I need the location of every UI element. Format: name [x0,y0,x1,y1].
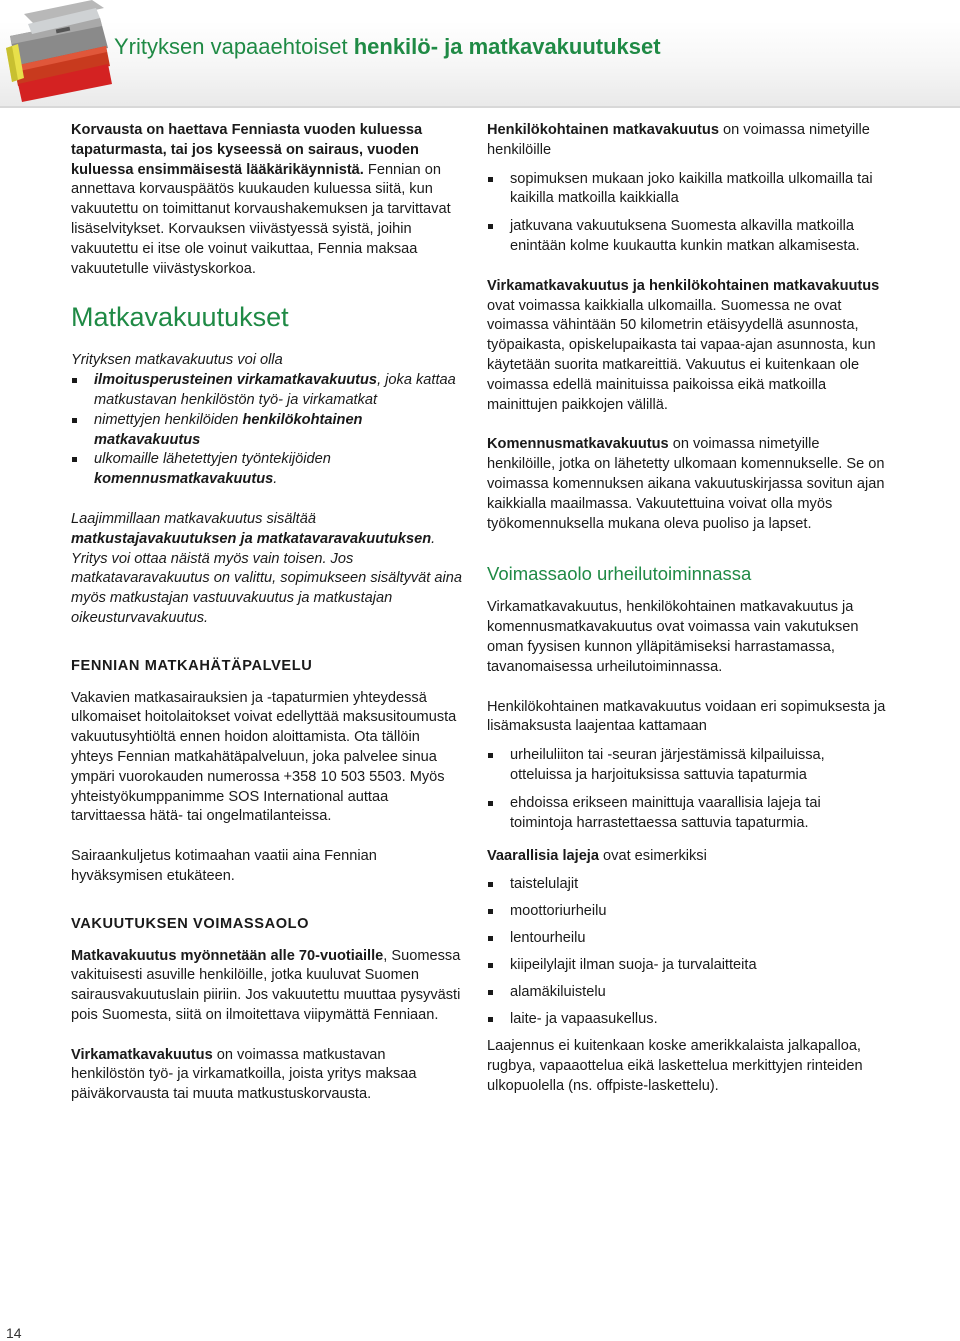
list-item: jatkuvana vakuutuksena Suomesta alkavilla matkoilla enintään kolme kuukautta kunkin matkan alkamisesta. [487,217,887,257]
list-item: sopimuksen mukaan joko kaikilla matkoilla ulkomailla tai kaikilla matkoilla kaikkialla [487,170,887,210]
coverage-paragraph [71,510,463,629]
list-item [71,450,463,490]
personal-rest: on voimassa nimetyille henkilöille [487,122,870,158]
coverage-bold: matkustajavakuutuksen ja matkatavaravakuutuksen [71,530,432,547]
business-trip-bold: Virkamatkavakuutus [71,1046,213,1063]
claim-bold: Korvausta on haettava Fenniasta vuoden kuluessa tapaturmasta, tai jos kyseessä on sairaus, vuoden kuluessa ensimmäisestä lääkärikäynnistä. [71,122,423,178]
left-column [71,121,463,1105]
list-item-pre: ulkomaille lähetettyjen työntekijöiden [94,451,331,468]
sports-paragraph-2: Henkilökohtainen matkavakuutus voidaan eri sopimuksesta ja lisämaksusta laajentaa kattamaan [487,698,886,735]
types-lead: Yrityksen matkavakuutus voi olla [71,352,283,369]
list-item: kiipeilylajit ilman suoja- ja turvalaitteita [487,956,887,976]
list-item: taistelulajit [487,875,887,895]
transport-paragraph: Sairaankuljetus kotimaahan vaatii aina Fennian hyväksymisen etukäteen. [71,848,377,884]
right-column [487,121,887,1096]
sports-list [487,746,887,833]
sports-paragraph-1: Virkamatkavakuutus, henkilökohtainen matkavakuutus ja komennusmatkavakuutus ovat voimassa vain vakutuksen oman fyysisen kunnon ylläpitämiseksi harrastamassa, tavanomaisessa urheilutoiminnassa. [487,599,859,675]
list-item-bold: henkilökohtainen matkavakuutus [94,411,363,448]
business-trip-paragraph [71,1046,463,1105]
header-divider [0,106,960,108]
list-item: laite- ja vapaasukellus. [487,1010,887,1030]
header-title-regular: Yrityksen vapaaehtoiset [114,34,354,59]
list-item: moottoriurheilu [487,902,887,922]
page-header-title [114,34,661,60]
personal-bold: Henkilökohtainen matkavakuutus [487,122,719,138]
coverage-rest: . Yritys voi ottaa näistä myös vain toisen. Jos matkatavaravakuutus on valittu, sopimukseen sisältyvät aina myös matkustajan vastuuvakuutus ja matkustajan oikeusturvavakuutus. [71,530,462,626]
travel-insurance-heading: Matkavakuutukset [71,302,289,333]
stacked-suitcases-icon [4,0,114,104]
combo-bold: Virkamatkavakuutus ja henkilökohtainen matkavakuutus [487,277,880,294]
age-paragraph [71,947,463,1026]
dangerous-bold: Vaarallisia lajeja [487,848,599,865]
list-item: ehdoissa erikseen mainittuja vaarallisia lajeja tai toimintoja harrastettaessa sattuvia tapaturmia. [487,794,887,834]
list-item [71,411,463,451]
validity-heading: VAKUUTUKSEN VOIMASSAOLO [71,915,310,932]
header-title-bold: henkilö- ja matkavakuutukset [353,34,661,59]
list-item: alamäkiluistelu [487,983,887,1003]
combo-paragraph [487,277,887,416]
list-item: urheiluliiton tai -seuran järjestämissä kilpailuissa, otteluissa ja harjoituksissa sattuvia tapaturmia [487,746,887,786]
dangerous-sports-list [487,875,887,1030]
list-item: lentourheilu [487,929,887,949]
personal-list [487,170,887,257]
list-item-bold: ilmoitusperusteinen virkamatkavakuutus [94,372,378,389]
exclusion-paragraph: Laajennus ei kuitenkaan koske amerikkalaista jalkapalloa, rugbya, vapaaottelua eikä laskettelua merkittyjen rinteiden ulkopuolella (ns. offpiste-laskettelu). [487,1038,863,1094]
claim-rest: Fennian on annettava korvauspäätös kuukauden kuluessa siitä, kun vakuutettu on toimittanut korvaushakemuksen ja tarvittavat lisäselvitykset. Korvauksen viivästyessä syistä, joihin vakuutettu ei itse ole voinut vaikuttaa, Fennia maksaa vakuutetulle viivästyskorkoa. [71,161,451,277]
coverage-pre: Laajimmillaan matkavakuutus sisältää [71,510,316,527]
assignment-bold: Komennusmatkavakuutus [487,436,669,453]
assignment-rest: on voimassa nimetyille henkilöille, jotka on lähetetty ulkomaan komennukselle. Se on voimassa komennuksen aikana vakuutuskirjassa sovitun ajan kaikkialla maailmassa. Vakuutettuina voivat olla myös työkomennuksella mukana oleva puoliso ja lapset. [487,436,885,532]
list-item-rest: , joka kattaa matkustavan henkilöstön työ- ja virkamatkat [94,372,456,408]
assist-heading: FENNIAN MATKAHÄTÄPALVELU [71,657,313,674]
types-list [71,371,463,490]
page-number: 14 [6,1325,22,1341]
claim-paragraph [71,121,463,279]
combo-rest: ovat voimassa kaikkialla ulkomailla. Suomessa ne ovat voimassa vähintään 50 kilometrin etäisyydellä asunnosta, työpaikasta, opiskelupaikasta tai vapaa-ajan asunnosta, kun käytetään suorita matkareittiä. Vakuutus ei kuitenkaan ole voimassa edellä mainituissa paikoissa eikä matkoilla mainittujen paikkojen välillä. [487,297,876,413]
list-item-pre: nimettyjen henkilöiden [94,411,243,428]
list-item [71,371,463,411]
personal-paragraph [487,121,887,161]
list-item-rest: . [273,471,278,488]
dangerous-sports-lead [487,847,887,867]
business-trip-rest: on voimassa matkustavan henkilöstön työ- ja virkamatkoilla, joista yritys maksaa päiväkorvausta tai muuta matkustuskorvausta. [71,1046,417,1103]
assignment-paragraph [487,435,887,534]
age-rest: , Suomessa vakituisesti asuville henkilöille, jotka kuuluvat Suomen sairausvakuutuslain piiriin. Jos vakuutettu muuttaa pysyvästi pois Suomesta, siitä on ilmoitettava viipymättä Fenniaan. [71,947,461,1023]
age-bold: Matkavakuutus myönnetään alle 70-vuotiaille [71,947,384,964]
list-item-bold: komennusmatkavakuutus [94,471,274,488]
assist-paragraph: Vakavien matkasairauksien ja -tapaturmien yhteydessä ulkomaiset hoitolaitokset voivat edellyttää maksusitoumusta vakuutusyhtiöltä ennen hoidon aloittamista. Ota tällöin yhteys Fennian matkahätäpalveluun, joka palvelee sinua ympäri vuorokauden numerossa +358 10 503 5503. Myös yhteistyökumppanimme SOS International auttaa tarvittaessa hätä- tai ongelmatilanteissa. [71,689,457,825]
sports-heading: Voimassaolo urheilutoiminnassa [487,563,752,585]
dangerous-rest: ovat esimerkiksi [598,848,707,865]
